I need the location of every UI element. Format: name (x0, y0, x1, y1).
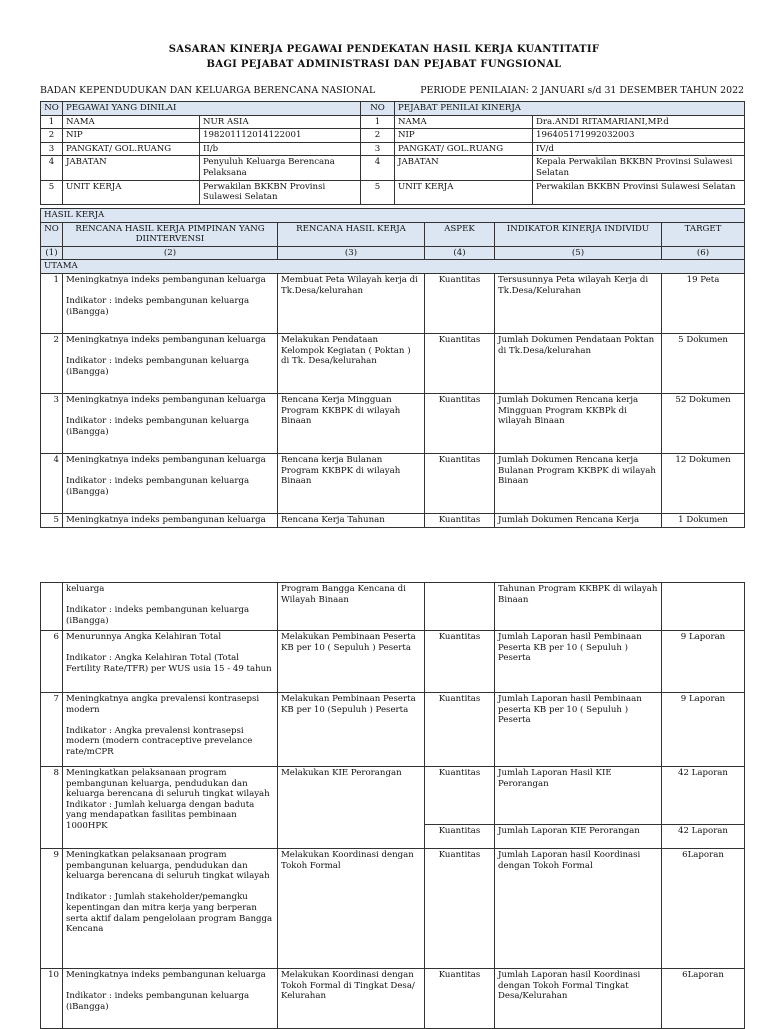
table-row (41, 693, 745, 767)
table-row (41, 631, 745, 693)
row-aspect: Kuantitas (425, 693, 495, 767)
row-plan: Melakukan Koordinasi dengan Tokoh Formal (278, 849, 425, 969)
identity-label: UNIT KERJA (63, 180, 200, 204)
results-table-page2 (40, 582, 745, 1029)
goal-text: Meningkatkan pelaksanaan program pembangunan keluarga, pendudukan dan keluarga berencana di seluruh tingkat wilayah (66, 850, 270, 882)
identity-no2: 4 (361, 156, 395, 180)
row-no: 7 (41, 693, 63, 767)
evaluated-name: NUR ASIA (200, 115, 361, 129)
row-indicator: Jumlah Laporan hasil Koordinasi dengan Tokoh Formal (495, 849, 662, 969)
row-target: 42 Laporan (662, 767, 745, 825)
identity-no: 1 (41, 115, 63, 129)
identity-no2: 1 (361, 115, 395, 129)
col-plan: RENCANA HASIL KERJA (278, 222, 425, 246)
identity-no2: 2 (361, 129, 395, 143)
row-no: 2 (41, 333, 63, 393)
page-break (0, 530, 768, 582)
row-plan: Melakukan Pembinaan Peserta KB per 10 (Sepuluh ) Peserta (278, 693, 425, 767)
row-no: 9 (41, 849, 63, 969)
row-goal (63, 693, 278, 767)
col-number: (3) (278, 246, 425, 260)
row-no: 10 (41, 969, 63, 1029)
goal-text: Menurunnya Angka Kelahiran Total (66, 632, 222, 642)
row-indicator: Jumlah Laporan hasil Pembinaan peserta KB per 10 ( Sepuluh ) Peserta (495, 693, 662, 767)
identity-row (41, 156, 745, 180)
identity-label2: PANGKAT/ GOL.RUANG (395, 142, 533, 156)
assessment-period: PERIODE PENILAIAN: 2 JANUARI s/d 31 DESEMBER TAHUN 2022 (420, 85, 744, 96)
row-aspect: Kuantitas (425, 631, 495, 693)
agency-name: BADAN KEPENDUDUKAN DAN KELUARGA BERENCANA NASIONAL (40, 85, 376, 96)
col-number: (6) (662, 246, 745, 260)
table-row (41, 969, 745, 1029)
row-target: 6Laporan (662, 849, 745, 969)
row-aspect: Kuantitas (425, 333, 495, 393)
table-row (41, 393, 745, 453)
goal-indicator: Indikator : Angka prevalensi kontrasepsi modern (modern contraceptive prevelance rate/mCPR (66, 725, 253, 757)
row-target: 9 Laporan (662, 631, 745, 693)
row-target: 9 Laporan (662, 693, 745, 767)
document-title: SASARAN KINERJA PEGAWAI PENDEKATAN HASIL KERJA KUANTITATIF (168, 44, 600, 55)
row-aspect: Kuantitas (425, 849, 495, 969)
assessor-position: Kepala Perwakilan BKKBN Provinsi Sulawesi Selatan (533, 156, 745, 180)
row-indicator: Jumlah Laporan hasil Pembinaan Peserta KB per 10 ( Sepuluh ) Peserta (495, 631, 662, 693)
table-row (41, 273, 745, 333)
goal-indicator: Indikator : indeks pembangunan keluarga (iBangga) (66, 356, 250, 377)
identity-no: 4 (41, 156, 63, 180)
row-no: 4 (41, 453, 63, 513)
row-aspect (425, 583, 495, 631)
goal-indicator: Indikator : indeks pembangunan keluarga (iBangga) (66, 296, 250, 317)
col-number: (4) (425, 246, 495, 260)
row-plan: Rencana Kerja Tahunan (278, 513, 425, 527)
row-goal (63, 453, 278, 513)
row-aspect: Kuantitas (425, 825, 495, 849)
goal-text: keluarga (66, 584, 105, 594)
col-aspect: ASPEK (425, 222, 495, 246)
identity-label: JABATAN (63, 156, 200, 180)
identity-label2: NIP (395, 129, 533, 143)
row-target: 52 Dokumen (662, 393, 745, 453)
goal-indicator: Indikator : indeks pembangunan keluarga (iBangga) (66, 605, 250, 626)
col-target: TARGET (662, 222, 745, 246)
group-label: UTAMA (41, 260, 745, 274)
row-target: 12 Dokumen (662, 453, 745, 513)
row-target: 1 Dokumen (662, 513, 745, 527)
col-number: (2) (63, 246, 278, 260)
assessor-name: Dra.ANDI RITAMARIANI,MP.d (533, 115, 745, 129)
identity-label2: NAMA (395, 115, 533, 129)
identity-row (41, 115, 745, 129)
row-indicator: Jumlah Laporan Hasil KIE Perorangan (495, 767, 662, 825)
row-target: 42 Laporan (662, 825, 745, 849)
row-plan: Membuat Peta Wilayah kerja di Tk.Desa/kelurahan (278, 273, 425, 333)
goal-indicator: Indikator : indeks pembangunan keluarga (iBangga) (66, 416, 250, 437)
row-indicator: Jumlah Laporan KIE Perorangan (495, 825, 662, 849)
assessor-nip: 196405171992032003 (533, 129, 745, 143)
results-table-page1 (40, 208, 745, 528)
evaluated-position: Penyuluh Keluarga Berencana Pelaksana (200, 156, 361, 180)
row-no: 6 (41, 631, 63, 693)
table-row (41, 453, 745, 513)
row-plan: Rencana kerja Bulanan Program KKBPK di wilayah Binaan (278, 453, 425, 513)
row-indicator: Jumlah Dokumen Pendataan Poktan di Tk.Desa/kelurahan (495, 333, 662, 393)
row-goal (63, 273, 278, 333)
table-row-continuation (41, 583, 745, 631)
goal-text: Meningkatnya indeks pembangunan keluarga (66, 454, 266, 465)
identity-no: 2 (41, 129, 63, 143)
identity-no: 5 (41, 180, 63, 204)
table-row (41, 333, 745, 393)
row-aspect: Kuantitas (425, 273, 495, 333)
row-aspect: Kuantitas (425, 393, 495, 453)
section-title: HASIL KERJA (41, 209, 745, 223)
document-header (0, 42, 768, 72)
row-target: 5 Dokumen (662, 333, 745, 393)
row-plan: Melakukan Pendataan Kelompok Kegiatan ( Poktan ) di Tk. Desa/kelurahan (278, 333, 425, 393)
row-goal (63, 333, 278, 393)
identity-head-assessor: PEJABAT PENILAI KINERJA (395, 102, 745, 116)
row-goal (63, 969, 278, 1029)
identity-row (41, 129, 745, 143)
identity-head-no: NO (41, 102, 63, 116)
identity-label: PANGKAT/ GOL.RUANG (63, 142, 200, 156)
goal-text: Meningkatnya indeks pembangunan keluarga (66, 334, 266, 345)
row-plan: Program Bangga Kencana di Wilayah Binaan (278, 583, 425, 631)
group-label-row (41, 260, 745, 274)
col-number: (5) (495, 246, 662, 260)
row-aspect: Kuantitas (425, 767, 495, 825)
row-indicator: Jumlah Dokumen Rencana kerja Mingguan Program KKBPk di wilayah Binaan (495, 393, 662, 453)
row-aspect: Kuantitas (425, 969, 495, 1029)
identity-no: 3 (41, 142, 63, 156)
goal-indicator: Indikator : indeks pembangunan keluarga (iBangga) (66, 476, 250, 497)
row-goal (63, 849, 278, 969)
row-target: 6Laporan (662, 969, 745, 1029)
section-title-row (41, 209, 745, 223)
row-indicator: Tersusunnya Peta wilayah Kerja di Tk.Desa/Kelurahan (495, 273, 662, 333)
assessor-rank: IV/d (533, 142, 745, 156)
row-aspect: Kuantitas (425, 513, 495, 527)
goal-indicator: Indikator : Jumlah stakeholder/pemangku kepentingan dan mitra kerja yang berperan serta aktif dalam pengelolaan program Bangga Kencana (66, 892, 273, 935)
goal-indicator: Indikator : indeks pembangunan keluarga (iBangga) (66, 991, 250, 1012)
goal-text: Meningkatnya angka prevalensi kontrasepsi modern (66, 694, 260, 715)
identity-no2: 5 (361, 180, 395, 204)
col-number: (1) (41, 246, 63, 260)
row-plan: Rencana Kerja Mingguan Program KKBPK di wilayah Binaan (278, 393, 425, 453)
row-no (41, 583, 63, 631)
identity-label: NAMA (63, 115, 200, 129)
row-target (662, 583, 745, 631)
evaluated-unit: Perwakilan BKKBN Provinsi Sulawesi Selatan (200, 180, 361, 204)
identity-label: NIP (63, 129, 200, 143)
goal-text: Meningkatnya indeks pembangunan keluarga (66, 970, 266, 980)
row-no: 1 (41, 273, 63, 333)
agency-period-line (40, 84, 744, 98)
goal-indicator: Indikator : Angka Kelahiran Total (Total Fertility Rate/TFR) per WUS usia 15 - 49 tahun (66, 653, 272, 674)
identity-row (41, 142, 745, 156)
row-plan: Melakukan KIE Perorangan (278, 767, 425, 849)
identity-row (41, 180, 745, 204)
col-no: NO (41, 222, 63, 246)
col-leader-plan: RENCANA HASIL KERJA PIMPINAN YANG DIINTERVENSI (63, 222, 278, 246)
evaluated-rank: II/b (200, 142, 361, 156)
table-row (41, 767, 745, 825)
row-no: 3 (41, 393, 63, 453)
goal-text: Meningkatnya indeks pembangunan keluarga (66, 274, 266, 285)
row-goal (63, 631, 278, 693)
identity-head-no2: NO (361, 102, 395, 116)
row-goal (63, 393, 278, 453)
table-row (41, 513, 745, 527)
document-subtitle: BAGI PEJABAT ADMINISTRASI DAN PEJABAT FUNGSIONAL (206, 59, 562, 70)
identity-header-row (41, 102, 745, 116)
identity-table (40, 101, 745, 205)
assessor-unit: Perwakilan BKKBN Provinsi Sulawesi Selatan (533, 180, 745, 204)
identity-head-evaluated: PEGAWAI YANG DINILAI (63, 102, 361, 116)
goal-text: Meningkatnya indeks pembangunan keluarga (66, 394, 266, 405)
row-goal: Meningkatkan pelaksanaan program pembangunan keluarga, pendudukan dan keluarga berencana di seluruh tingkat wilayah Indikator : Jumlah keluarga dengan baduta yang mendapatkan fasilitas pembinaan 1000HPK (63, 767, 278, 849)
row-goal: Meningkatnya indeks pembangunan keluarga (63, 513, 278, 527)
row-indicator: Jumlah Dokumen Rencana Kerja (495, 513, 662, 527)
row-target: 19 Peta (662, 273, 745, 333)
row-no: 8 (41, 767, 63, 849)
row-plan: Melakukan Pembinaan Peserta KB per 10 ( Sepuluh ) Peserta (278, 631, 425, 693)
evaluated-nip: 198201112014122001 (200, 129, 361, 143)
column-header-row (41, 222, 745, 246)
col-indicator: INDIKATOR KINERJA INDIVIDU (495, 222, 662, 246)
row-goal (63, 583, 278, 631)
column-number-row (41, 246, 745, 260)
table-row (41, 849, 745, 969)
row-indicator: Jumlah Laporan hasil Koordinasi dengan Tokoh Formal Tingkat Desa/Kelurahan (495, 969, 662, 1029)
row-plan: Melakukan Koordinasi dengan Tokoh Formal di Tingkat Desa/ Kelurahan (278, 969, 425, 1029)
identity-label2: UNIT KERJA (395, 180, 533, 204)
identity-label2: JABATAN (395, 156, 533, 180)
row-aspect: Kuantitas (425, 453, 495, 513)
row-no: 5 (41, 513, 63, 527)
row-indicator: Jumlah Dokumen Rencana kerja Bulanan Program KKBPK di wilayah Binaan (495, 453, 662, 513)
row-indicator: Tahunan Program KKBPK di wilayah Binaan (495, 583, 662, 631)
identity-no2: 3 (361, 142, 395, 156)
